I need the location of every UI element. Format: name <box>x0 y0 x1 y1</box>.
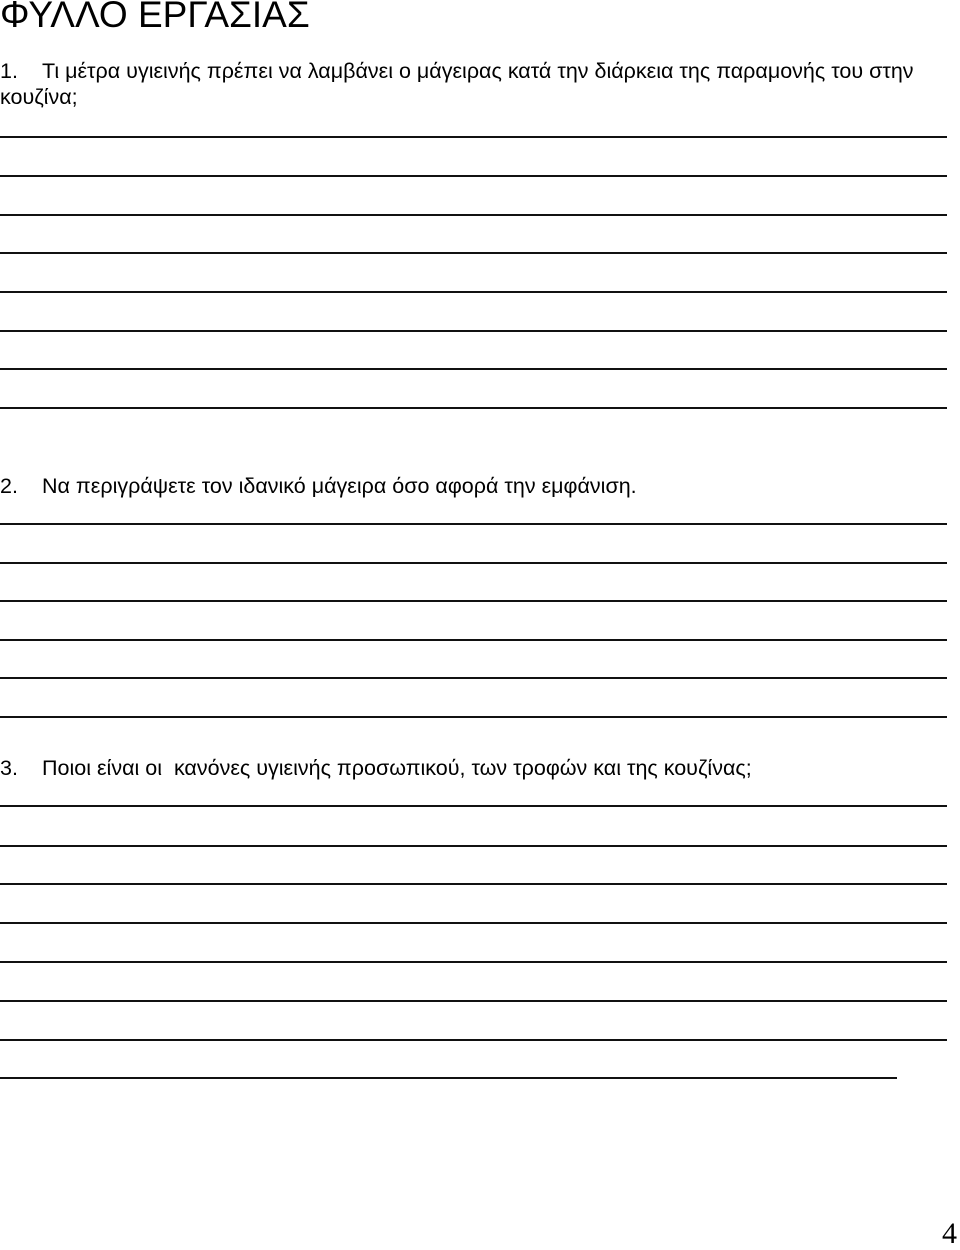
answer-line <box>0 523 947 525</box>
answer-line <box>0 1039 947 1041</box>
answer-line <box>0 291 947 293</box>
answer-line <box>0 1000 947 1002</box>
question-text: Ποιοι είναι οι κανόνες υγιεινής προσωπικού, των τροφών και της κουζίνας; <box>42 756 752 780</box>
answer-line <box>0 368 947 370</box>
answer-line <box>0 562 947 564</box>
question-2 <box>0 473 960 499</box>
answer-line <box>0 1077 897 1079</box>
question-3 <box>0 755 960 781</box>
answer-line <box>0 805 947 807</box>
question-1 <box>0 58 960 84</box>
answer-line <box>0 716 947 718</box>
answer-line <box>0 639 947 641</box>
page-number: 4 <box>942 1217 957 1250</box>
question-1-continuation <box>0 84 960 110</box>
answer-line <box>0 922 947 924</box>
question-text-continuation: κουζίνα; <box>0 85 78 109</box>
worksheet-title: ΦΥΛΛΟ ΕΡΓΑΣΙΑΣ <box>0 0 310 35</box>
answer-line <box>0 961 947 963</box>
answer-line <box>0 175 947 177</box>
question-text: Τι μέτρα υγιεινής πρέπει να λαμβάνει ο μάγειρας κατά την διάρκεια της παραμονής του στην <box>42 59 914 83</box>
answer-line <box>0 600 947 602</box>
answer-line <box>0 252 947 254</box>
answer-line <box>0 677 947 679</box>
question-text: Να περιγράψετε τον ιδανικό μάγειρα όσο αφορά την εμφάνιση. <box>42 474 637 498</box>
answer-line <box>0 845 947 847</box>
question-number: 2. <box>0 474 18 498</box>
answer-line <box>0 330 947 332</box>
answer-line <box>0 214 947 216</box>
question-number: 3. <box>0 756 18 780</box>
question-number: 1. <box>0 59 18 83</box>
answer-line <box>0 136 947 138</box>
answer-line <box>0 407 947 409</box>
answer-line <box>0 883 947 885</box>
